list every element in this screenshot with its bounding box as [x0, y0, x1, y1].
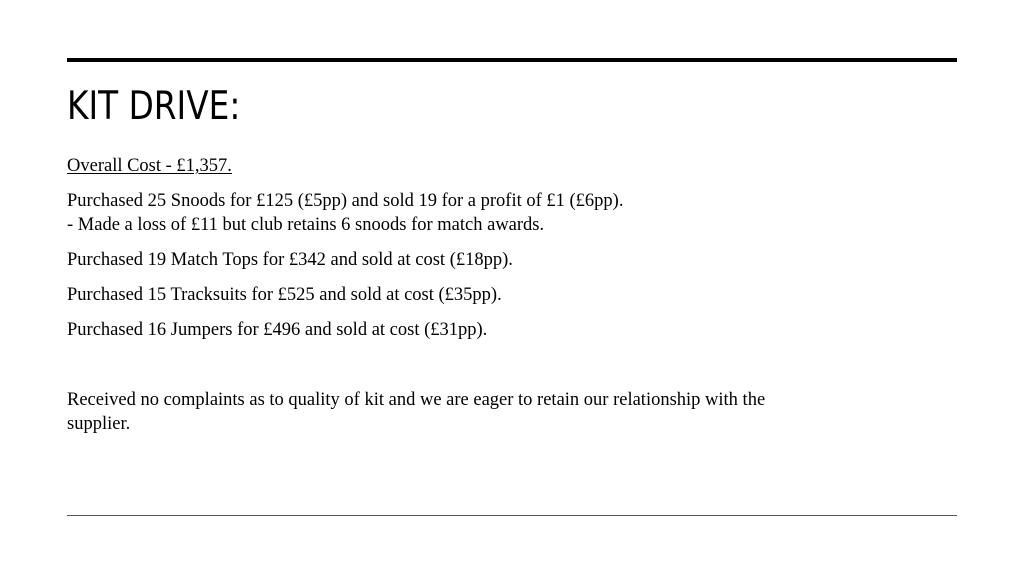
match-tops-paragraph: Purchased 19 Match Tops for £342 and sold at cost (£18pp). — [67, 250, 513, 270]
snoods-line: Purchased 25 Snoods for £125 (£5pp) and sold 19 for a profit of £1 (£6pp). — [67, 191, 624, 211]
closing-line: Received no complaints as to quality of kit and we are eager to retain our relationship with the — [67, 390, 766, 410]
paragraph-spacer — [67, 353, 917, 388]
jumpers-paragraph: Purchased 16 Jumpers for £496 and sold at cost (£31pp). — [67, 320, 488, 340]
slide-body — [67, 154, 917, 447]
overall-cost-paragraph — [67, 154, 917, 178]
overall-cost-text: Overall Cost - £1,357. — [67, 156, 232, 176]
snoods-note-line: - Made a loss of £11 but club retains 6 snoods for match awards. — [67, 215, 545, 235]
slide-title: KIT DRIVE: — [67, 84, 241, 129]
closing-paragraph — [67, 388, 917, 436]
bottom-divider — [67, 515, 957, 516]
snoods-paragraph — [67, 189, 917, 237]
top-divider — [67, 58, 957, 62]
tracksuits-paragraph: Purchased 15 Tracksuits for £525 and sold at cost (£35pp). — [67, 285, 502, 305]
closing-line-continued: supplier. — [67, 414, 131, 434]
